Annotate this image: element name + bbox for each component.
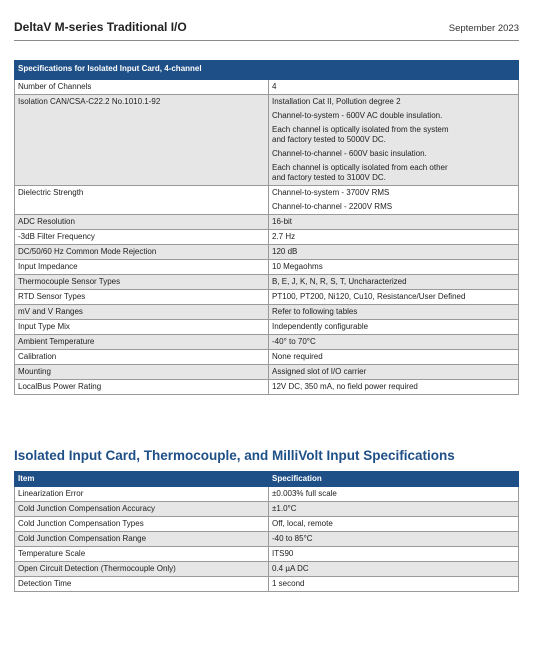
spec-value [269, 230, 519, 245]
spec-value-line: Refer to following tables [272, 307, 358, 316]
spec-value [269, 320, 519, 335]
spec-value-line: Each channel is optically isolated from the system [272, 125, 449, 134]
spec-value [269, 335, 519, 350]
table-row [15, 275, 519, 290]
specification-cell: ±0.003% full scale [269, 487, 519, 502]
spec-value [269, 215, 519, 230]
document-date: September 2023 [448, 23, 519, 34]
spec-value-line: Independently configurable [272, 322, 369, 331]
spec-label: RTD Sensor Types [15, 290, 269, 305]
table-row [15, 245, 519, 260]
thermocouple-spec-table [14, 471, 519, 592]
spec-value-line: 16-bit [272, 217, 293, 226]
spec-value [269, 305, 519, 320]
specification-cell: 1 second [269, 577, 519, 592]
spec-label: Thermocouple Sensor Types [15, 275, 269, 290]
spec-label: LocalBus Power Rating [15, 380, 269, 395]
spec-value-line: Channel-to-system - 3700V RMS [272, 188, 390, 197]
spec-value [269, 275, 519, 290]
thermocouple-table-body [15, 487, 519, 592]
spec-label: mV and V Ranges [15, 305, 269, 320]
spec-value [269, 365, 519, 380]
table-row [15, 562, 519, 577]
spec-value-line: Each channel is optically isolated from each other [272, 163, 448, 172]
spec-label: DC/50/60 Hz Common Mode Rejection [15, 245, 269, 260]
spec-value [269, 186, 519, 215]
spec-value-line: 4 [272, 82, 277, 91]
table-row [15, 290, 519, 305]
section-heading: Isolated Input Card, Thermocouple, and MilliVolt Input Specifications [14, 448, 455, 463]
item-cell: Cold Junction Compensation Accuracy [15, 502, 269, 517]
spec-label: Input Impedance [15, 260, 269, 275]
table-row [15, 547, 519, 562]
table-row [15, 365, 519, 380]
table-row [15, 517, 519, 532]
table-row [15, 305, 519, 320]
spec-value [269, 380, 519, 395]
specification-cell: 0.4 µA DC [269, 562, 519, 577]
spec-value-line: Assigned slot of I/O carrier [272, 367, 367, 376]
table-row [15, 320, 519, 335]
spec-table-title: Specifications for Isolated Input Card, 4-channel [15, 61, 519, 80]
table-row [15, 80, 519, 95]
spec-value-line: None required [272, 352, 323, 361]
spec-value [269, 245, 519, 260]
spec-label: ADC Resolution [15, 215, 269, 230]
column-header-item: Item [15, 472, 269, 487]
spec-value-line: 12V DC, 350 mA, no field power required [272, 382, 418, 391]
table-row [15, 350, 519, 365]
spec-value-line: 2.7 Hz [272, 232, 296, 241]
spec-value [269, 80, 519, 95]
spec-value-line: PT100, PT200, Ni120, Cu10, Resistance/User Defined [272, 292, 466, 301]
table-row [15, 95, 519, 186]
page-header [14, 20, 519, 38]
table-row [15, 487, 519, 502]
spec-value-line: 10 Megaohms [272, 262, 323, 271]
spec-value-line: Installation Cat II, Pollution degree 2 [272, 97, 401, 106]
spec-label: Ambient Temperature [15, 335, 269, 350]
spec-value-line: Channel-to-channel - 600V basic insulation. [272, 149, 427, 158]
spec-table [14, 60, 519, 395]
spec-value [269, 350, 519, 365]
item-cell: Cold Junction Compensation Range [15, 532, 269, 547]
spec-value-line: and factory tested to 3100V DC. [272, 173, 386, 182]
table-row [15, 215, 519, 230]
spec-label: Calibration [15, 350, 269, 365]
item-cell: Open Circuit Detection (Thermocouple Only) [15, 562, 269, 577]
item-cell: Detection Time [15, 577, 269, 592]
spec-label: Number of Channels [15, 80, 269, 95]
column-header-specification: Specification [269, 472, 519, 487]
specification-cell: ±1.0°C [269, 502, 519, 517]
spec-label: Dielectric Strength [15, 186, 269, 215]
spec-label: Input Type Mix [15, 320, 269, 335]
spec-value-line: 120 dB [272, 247, 298, 256]
specification-cell: -40 to 85°C [269, 532, 519, 547]
spec-value-line: Channel-to-system - 600V AC double insulation. [272, 111, 443, 120]
header-rule [14, 40, 519, 41]
table-row [15, 335, 519, 350]
spec-value-line: B, E, J, K, N, R, S, T, Uncharacterized [272, 277, 407, 286]
spec-label: -3dB Filter Frequency [15, 230, 269, 245]
item-cell: Linearization Error [15, 487, 269, 502]
spec-value [269, 290, 519, 305]
spec-value-line: -40° to 70°C [272, 337, 316, 346]
specification-cell: Off, local, remote [269, 517, 519, 532]
spec-label: Isolation CAN/CSA-C22.2 No.1010.1-92 [15, 95, 269, 186]
spec-label: Mounting [15, 365, 269, 380]
table-row [15, 230, 519, 245]
table-row [15, 577, 519, 592]
spec-value-line: Channel-to-channel - 2200V RMS [272, 202, 393, 211]
item-cell: Temperature Scale [15, 547, 269, 562]
table-row [15, 532, 519, 547]
spec-value [269, 260, 519, 275]
table-row [15, 186, 519, 215]
item-cell: Cold Junction Compensation Types [15, 517, 269, 532]
table-row [15, 380, 519, 395]
table-row [15, 260, 519, 275]
spec-table-body [15, 80, 519, 395]
spec-value [269, 95, 519, 186]
table-row [15, 502, 519, 517]
specification-cell: ITS90 [269, 547, 519, 562]
spec-value-line: and factory tested to 5000V DC. [272, 135, 386, 144]
document-title: DeltaV M-series Traditional I/O [14, 20, 187, 34]
